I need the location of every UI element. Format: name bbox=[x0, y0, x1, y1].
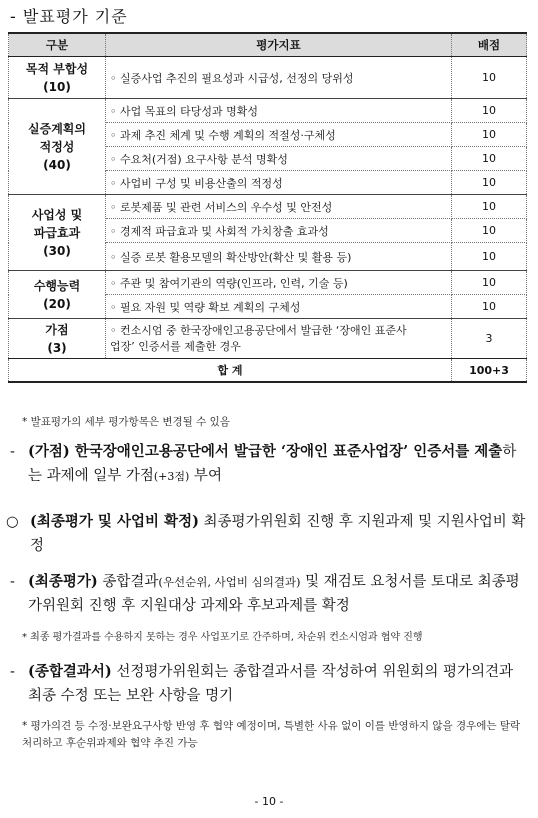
points-cell: 10 bbox=[452, 295, 527, 319]
final-eval-note: * 최종 평가결과를 수용하지 못하는 경우 사업포기로 간주하며, 차순위 컨소시엄과 협약 진행 bbox=[22, 632, 423, 643]
final-eval-text: 종합결과 bbox=[97, 574, 159, 590]
points-cell: 10 bbox=[452, 147, 527, 171]
final-bold-text: (최종평가 및 사업비 확정) bbox=[30, 513, 199, 530]
dash-marker: - bbox=[10, 574, 15, 590]
header-points: 배점 bbox=[452, 33, 527, 57]
summary-note: * 평가의견 등 수정·보완요구사항 반영 후 협약 예정이며, 특별한 사유 없이 이를 반영하지 않을 경우에는 탈락 처리하고 후순위과제와 협약 추진 가능 bbox=[22, 720, 521, 749]
table-row bbox=[9, 319, 527, 359]
indicator-cell: ◦ 컨소시엄 중 한국장애인고용공단에서 발급한 ‘장애인 표준사업장’ 인증서를 제출한 경우 bbox=[106, 319, 452, 359]
indicator-cell: ◦ 수요처(거점) 요구사항 분석 명확성 bbox=[106, 147, 452, 171]
dash-marker: - bbox=[10, 664, 15, 680]
final-eval-paragraph bbox=[10, 570, 526, 618]
section-title: - 발표평가 기준 bbox=[10, 7, 128, 26]
total-label: 합 계 bbox=[9, 359, 452, 383]
indicator-cell: ◦ 사업 목표의 타당성과 명확성 bbox=[106, 99, 452, 123]
category-cell: 목적 부합성 (10) bbox=[9, 57, 106, 99]
indicator-cell: ◦ 주관 및 참여기관의 역량(인프라, 인력, 기술 등) bbox=[106, 271, 452, 295]
points-cell: 10 bbox=[452, 171, 527, 195]
bonus-points-text: (+3점) bbox=[153, 470, 190, 483]
total-row bbox=[9, 359, 527, 383]
evaluation-criteria-table bbox=[8, 32, 527, 383]
dash-marker: - bbox=[10, 444, 15, 460]
category-cell: 수행능력 (20) bbox=[9, 271, 106, 319]
table-row bbox=[9, 57, 527, 99]
bonus-paragraph bbox=[10, 440, 526, 489]
points-cell: 10 bbox=[452, 243, 527, 271]
points-cell: 10 bbox=[452, 219, 527, 243]
table-row bbox=[9, 271, 527, 295]
indicator-cell: ◦ 필요 자원 및 역량 확보 계획의 구체성 bbox=[106, 295, 452, 319]
detail-change-note: * 발표평가의 세부 평가항목은 변경될 수 있음 bbox=[22, 416, 230, 428]
indicator-cell: ◦ 과제 추진 체계 및 수행 계획의 적절성·구체성 bbox=[106, 123, 452, 147]
indicator-cell: ◦ 실증사업 추진의 필요성과 시급성, 선정의 당위성 bbox=[106, 57, 452, 99]
bonus-end-text: 부여 bbox=[189, 468, 222, 484]
summary-paragraph bbox=[10, 660, 526, 708]
summary-bold-text: (종합결과서) bbox=[28, 663, 112, 680]
category-cell: 사업성 및 파급효과 (30) bbox=[9, 195, 106, 271]
indicator-cell: ◦ 실증 로봇 활용모델의 확산방안(확산 및 활용 등) bbox=[106, 243, 452, 271]
indicator-cell: ◦ 로봇제품 및 관련 서비스의 우수성 및 안전성 bbox=[106, 195, 452, 219]
final-text: 최종평가위원회 진행 후 지원과제 및 지원사업비 확정 bbox=[30, 514, 526, 554]
final-eval-bold-text: (최종평가) bbox=[28, 573, 98, 590]
indicator-cell: ◦ 사업비 구성 및 비용산출의 적정성 bbox=[106, 171, 452, 195]
final-evaluation-paragraph bbox=[6, 510, 526, 558]
table-row bbox=[9, 99, 527, 123]
points-cell: 10 bbox=[452, 195, 527, 219]
table-header-row bbox=[9, 33, 527, 57]
points-cell: 3 bbox=[452, 319, 527, 359]
page-number: - 10 - bbox=[254, 795, 284, 808]
bonus-text: 하는 과제에 일부 가점 bbox=[28, 444, 517, 484]
final-eval-text-2: 및 재검토 요청서를 토대로 최종평가위원회 진행 후 지원대상 과제와 후보과제를 확정 bbox=[28, 574, 520, 614]
category-cell: 가점 (3) bbox=[9, 319, 106, 359]
header-category: 구분 bbox=[9, 33, 106, 57]
final-eval-small-text: (우선순위, 사업비 심의결과) bbox=[158, 575, 301, 589]
points-cell: 10 bbox=[452, 271, 527, 295]
header-indicator: 평가지표 bbox=[106, 33, 452, 57]
points-cell: 10 bbox=[452, 123, 527, 147]
summary-text: 선정평가위원회는 종합결과서를 작성하여 위원회의 평가의견과 최종 수정 또는 보완 사항을 명기 bbox=[28, 664, 513, 704]
category-cell: 실증계획의 적정성 (40) bbox=[9, 99, 106, 195]
indicator-cell: ◦ 경제적 파급효과 및 사회적 가치창출 효과성 bbox=[106, 219, 452, 243]
points-cell: 10 bbox=[452, 57, 527, 99]
circle-marker: ○ bbox=[6, 514, 19, 530]
total-points: 100+3 bbox=[452, 359, 527, 383]
table-row bbox=[9, 195, 527, 219]
points-cell: 10 bbox=[452, 99, 527, 123]
bonus-bold-text: (가점) 한국장애인고용공단에서 발급한 ‘장애인 표준사업장’ 인증서를 제출 bbox=[28, 443, 503, 460]
